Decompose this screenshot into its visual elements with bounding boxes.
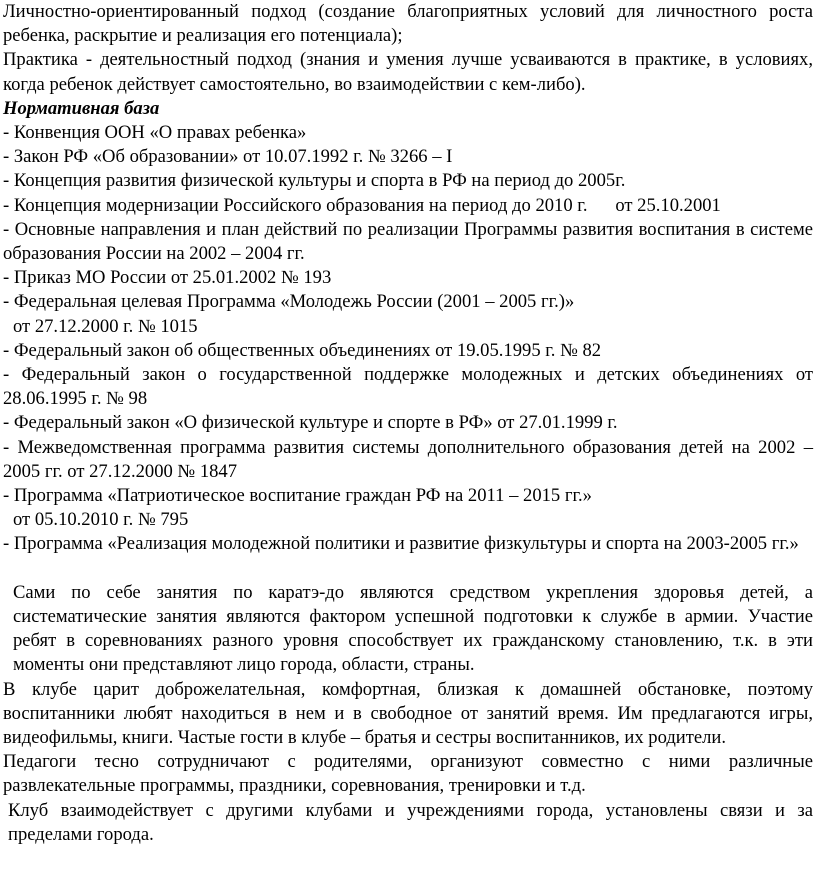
normative-heading: Нормативная база [3, 97, 160, 119]
blank-line [3, 557, 813, 581]
normative-item: - Конвенция ООН «О правах ребенка» [3, 122, 307, 144]
normative-item: - Федеральный закон «О физической культуре и спорте в РФ» от 27.01.1999 г. [3, 412, 618, 434]
normative-item: - Федеральный закон о государственной поддержке молодежных и детских объединениях от 28.06.1995 г. № 98 [3, 364, 813, 410]
paragraph-cooperation: Клуб взаимодействует с другими клубами и учреждениями города, установлены связи и за пределами города. [8, 799, 813, 845]
normative-item: - Программа «Патриотическое воспитание граждан РФ на 2011 – 2015 гг.» [3, 485, 592, 507]
paragraph-teachers: Педагоги тесно сотрудничают с родителями, организуют совместно с ними различные развлекательные программы, праздники, соревнования, тренировки и т.д. [3, 751, 813, 797]
approach-personal: Личностно-ориентированный подход (создание благоприятных условий для личностного роста ребенка, раскрытие и реализация его потенциала); [3, 1, 813, 47]
normative-item: - Концепция развития физической культуры и спорта в РФ на период до 2005г. [3, 170, 626, 192]
normative-item: - Федеральный закон об общественных объединениях от 19.05.1995 г. № 82 [3, 339, 602, 361]
normative-item: - Межведомственная программа развития системы дополнительного образования детей на 2002 – 2005 гг. от 27.12.2000 № 1847 [3, 436, 813, 482]
normative-item: - Программа «Реализация молодежной политики и развитие физкультуры и спорта на 2003-2005 гг.» [3, 533, 799, 555]
normative-item: - Основные направления и план действий по реализации Программы развития воспитания в системе образования России на 2002 – 2004 гг. [3, 218, 813, 265]
approach-practical: Практика - деятельностный подход (знания и умения лучше усваиваются в практике, в условиях, когда ребенок действует самостоятельно, во взаимодействии с кем-либо). [3, 49, 813, 95]
normative-item: - Федеральная целевая Программа «Молодежь России (2001 – 2005 гг.)» [3, 291, 575, 313]
normative-item-continuation: от 05.10.2010 г. № 795 [13, 509, 189, 531]
normative-item: - Закон РФ «Об образовании» от 10.07.1992 г. № 3266 – I [3, 146, 453, 168]
normative-item-continuation: от 27.12.2000 г. № 1015 [13, 315, 198, 337]
paragraph-club-atmosphere: В клубе царит доброжелательная, комфортная, близкая к домашней обстановке, поэтому воспитанники любят находиться в нем и в свободное от занятий время. Им предлагаются игры, видеофильмы, книги. Частые гости в клубе – братья и сестры воспитанников, их родители. [3, 678, 813, 749]
normative-item: - Концепция модернизации Российского образования на период до 2010 г. от 25.10.2001 [3, 194, 721, 216]
paragraph-karate: Сами по себе занятия по каратэ-до являются средством укрепления здоровья детей, а систематические занятия являются фактором успешной подготовки к службе в армии. Участие ребят в соревнованиях разного уровня способствует их гражданскому становлению, т.к. в эти моменты они представляют лицо города, области, страны. [13, 581, 813, 676]
normative-item: - Приказ МО России от 25.01.2002 № 193 [3, 267, 332, 289]
